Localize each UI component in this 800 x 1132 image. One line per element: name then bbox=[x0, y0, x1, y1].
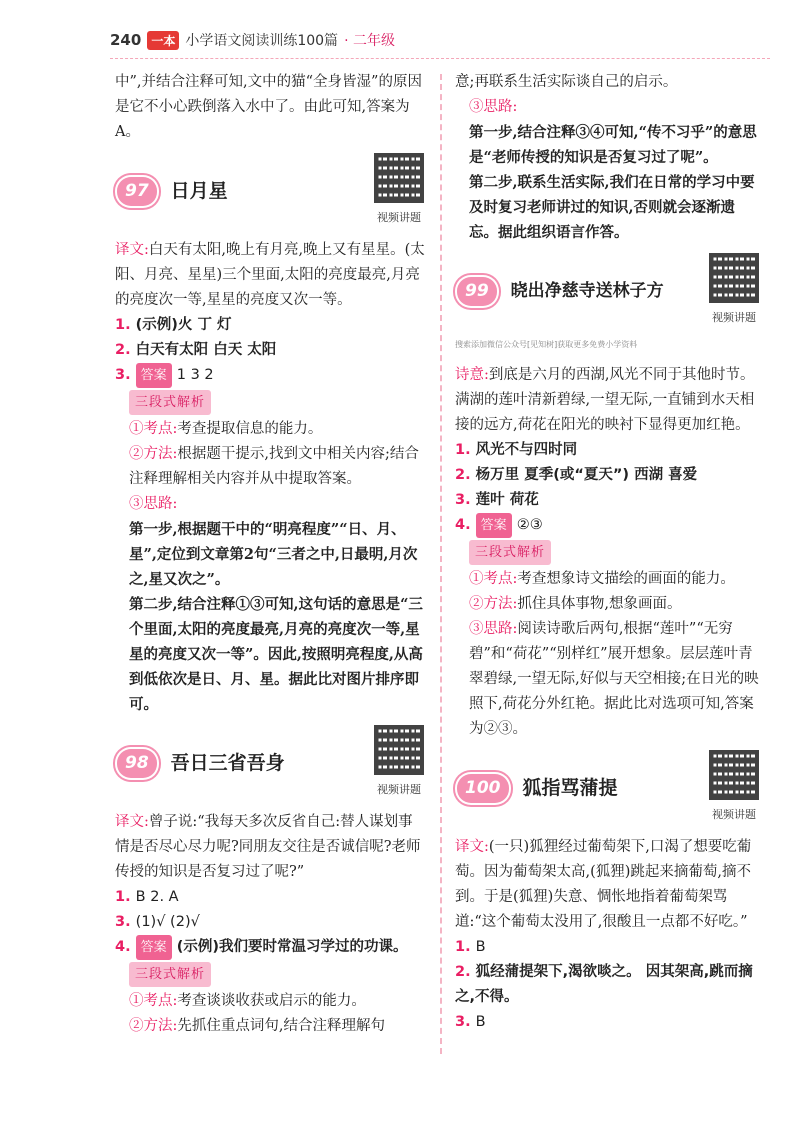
qr-label: 视频讲题 bbox=[377, 211, 421, 224]
header-divider bbox=[110, 58, 770, 59]
translation-label: 译文: bbox=[115, 814, 149, 830]
page-number: 240 bbox=[110, 31, 142, 49]
answer-text: (1)√ (2)√ bbox=[135, 914, 200, 930]
video-qr[interactable] bbox=[708, 750, 760, 827]
translation-text: 曾子说:“我每天多次反省自己:替人谋划事情是否尽心尽力呢?同朋友交往是否诚信呢?老师传授的知识是否复习过了呢?” bbox=[115, 814, 421, 880]
section-title: 晓出净慈寺送林子方 bbox=[510, 281, 664, 301]
grade-label: · 二年级 bbox=[344, 33, 395, 49]
answer-2: 2. 狐经蒲提架下,渴欲啖之。 因其架高,跳而摘之,不得。 bbox=[455, 964, 753, 1005]
section-title: 狐指骂蒲提 bbox=[522, 777, 618, 799]
translation-label: 译文: bbox=[115, 242, 149, 258]
answer-4: 4. 答案 ②③ bbox=[455, 513, 760, 538]
answer-text: (示例)火 丁 灯 bbox=[135, 317, 232, 333]
section-number: 99 bbox=[455, 275, 499, 308]
method bbox=[455, 592, 760, 617]
qr-label: 视频讲题 bbox=[377, 783, 421, 796]
answer-text: B 2. A bbox=[135, 889, 179, 905]
qr-code-icon bbox=[709, 750, 759, 800]
method bbox=[115, 442, 425, 492]
answer-text: 1 3 2 bbox=[176, 367, 214, 383]
answer-3: 3. (1)√ (2)√ bbox=[115, 914, 200, 930]
method-label: ②方法: bbox=[469, 596, 518, 612]
step-2: 第二步,联系生活实际,我们在日常的学习中要及时复习老师讲过的知识,否则就会逐渐遗忘。据此组织语言作答。 bbox=[469, 174, 755, 241]
qr-code-icon bbox=[709, 253, 759, 303]
section-98-header bbox=[115, 725, 425, 802]
test-point-text: 考查想象诗文描绘的画面的能力。 bbox=[517, 571, 735, 587]
answer-3: 3. 答案 1 3 2 bbox=[115, 363, 425, 388]
step-1: 第一步,根据题干中的“明亮程度”“日、月、星”,定位到文章第2句“三者之中,日最明,月次之,星又次之”。 bbox=[129, 521, 418, 588]
answer-text: 风光不与四时同 bbox=[475, 442, 578, 458]
test-point-label: ①考点: bbox=[129, 993, 178, 1009]
page-header bbox=[110, 26, 395, 54]
continued-text: 意;再联系生活实际谈自己的启示。 bbox=[455, 74, 678, 90]
qr-code-icon bbox=[374, 725, 424, 775]
section-number: 98 bbox=[115, 747, 159, 780]
approach bbox=[455, 617, 760, 742]
left-column bbox=[115, 70, 425, 1039]
approach-label: ③思路: bbox=[469, 621, 518, 637]
test-point-label: ①考点: bbox=[129, 421, 178, 437]
answer-1-2: 1. B 2. A bbox=[115, 889, 179, 905]
answer-4: 4. 答案 (示例)我们要时常温习学过的功课。 bbox=[115, 935, 425, 960]
method-text: 根据题干提示,找到文中相关内容;结合注释理解相关内容并从中提取答案。 bbox=[129, 446, 419, 487]
brand-logo: 一本 bbox=[147, 31, 179, 50]
method bbox=[115, 1014, 425, 1039]
answer-tag: 答案 bbox=[136, 363, 172, 388]
test-point-text: 考查谈谈收获或启示的能力。 bbox=[177, 993, 366, 1009]
translation bbox=[455, 363, 760, 438]
approach-text: 阅读诗歌后两句,根据“莲叶”“无穷碧”和“荷花”“别样红”展开想象。层层莲叶青翠碧绿,一望无际,好似与天空相接;在日光的映照下,荷花分外红艳。据此比对选项可知,答案为②③。 bbox=[469, 621, 759, 737]
answer-2: 2. 白天有太阳 白天 太阳 bbox=[115, 342, 277, 358]
translation bbox=[115, 238, 425, 313]
answer-text: B bbox=[475, 1014, 486, 1030]
video-qr[interactable] bbox=[373, 725, 425, 802]
intro-text: 中”,并结合注释可知,文中的猫“全身皆湿”的原因是它不小心跌倒落入水中了。由此可知,答案为A。 bbox=[115, 74, 422, 140]
step-1: 第一步,结合注释③④可知,“传不习乎”的意思是“老师传授的知识是否复习过了呢”。 bbox=[469, 124, 757, 166]
answer-text: 莲叶 荷花 bbox=[475, 492, 539, 508]
test-point-text: 考查提取信息的能力。 bbox=[177, 421, 323, 437]
section-number: 97 bbox=[115, 175, 159, 208]
analysis-badge: 三段式解析 bbox=[129, 962, 211, 987]
translation-text: 到底是六月的西湖,风光不同于其他时节。满湖的莲叶清新碧绿,一望无际,一直铺到水天相接的远方,荷花在阳光的映衬下显得更加红艳。 bbox=[455, 367, 755, 433]
qr-label: 视频讲题 bbox=[712, 311, 756, 324]
promo-note: 搜索添加微信公众号[见知树]获取更多免费小学资料 bbox=[455, 340, 638, 349]
section-100-header bbox=[455, 750, 760, 827]
step-2: 第二步,结合注释①③可知,这句话的意思是“三个里面,太阳的亮度最亮,月亮的亮度次一等,星星的亮度又次一等”。因此,按照明亮程度,从高到低依次是日、月、星。据此比对图片排序即可。 bbox=[129, 596, 423, 713]
translation bbox=[455, 835, 760, 935]
approach-label: ③思路: bbox=[129, 496, 178, 512]
translation-label: 诗意: bbox=[455, 367, 489, 383]
column-divider bbox=[440, 74, 442, 1054]
answer-3: 3. 莲叶 荷花 bbox=[455, 492, 539, 508]
answer-3: 3. B bbox=[455, 1014, 486, 1030]
answer-text: 狐经蒲提架下,渴欲啖之。 因其架高,跳而摘之,不得。 bbox=[455, 964, 753, 1005]
approach-label: ③思路: bbox=[469, 99, 518, 115]
test-point-label: ①考点: bbox=[469, 571, 518, 587]
method-text: 抓住具体事物,想象画面。 bbox=[517, 596, 682, 612]
answer-1: 1. (示例)火 丁 灯 bbox=[115, 317, 232, 333]
method-label: ②方法: bbox=[129, 1018, 178, 1034]
answer-text: ②③ bbox=[516, 517, 543, 533]
test-point bbox=[455, 567, 760, 592]
answer-1: 1. 风光不与四时同 bbox=[455, 442, 578, 458]
answer-2: 2. 杨万里 夏季(或“夏天”) 西湖 喜爱 bbox=[455, 467, 698, 483]
test-point bbox=[115, 417, 425, 442]
test-point bbox=[115, 989, 425, 1014]
analysis-badge: 三段式解析 bbox=[469, 540, 551, 565]
analysis-badge: 三段式解析 bbox=[129, 390, 211, 415]
translation-label: 译文: bbox=[455, 839, 489, 855]
qr-code-icon bbox=[374, 153, 424, 203]
section-title: 吾日三省吾身 bbox=[170, 752, 285, 774]
method-text: 先抓住重点词句,结合注释理解句 bbox=[177, 1018, 385, 1034]
video-qr[interactable] bbox=[708, 253, 760, 330]
answer-text: 白天有太阳 白天 太阳 bbox=[135, 342, 277, 358]
translation bbox=[115, 810, 425, 885]
translation-text: 白天有太阳,晚上有月亮,晚上又有星星。(太阳、月亮、星星)三个里面,太阳的亮度最亮,月亮的亮度次一等,星星的亮度又次一等。 bbox=[115, 242, 425, 308]
section-number: 100 bbox=[455, 772, 511, 805]
answer-text: B bbox=[475, 939, 486, 955]
section-99-header bbox=[455, 253, 760, 330]
answer-1: 1. B bbox=[455, 939, 486, 955]
qr-label: 视频讲题 bbox=[712, 808, 756, 821]
video-qr[interactable] bbox=[373, 153, 425, 230]
section-title: 日月星 bbox=[170, 180, 228, 202]
answer-text: (示例)我们要时常温习学过的功课。 bbox=[176, 939, 408, 955]
section-97-header bbox=[115, 153, 425, 230]
method-label: ②方法: bbox=[129, 446, 178, 462]
answer-tag: 答案 bbox=[476, 513, 512, 538]
right-column bbox=[455, 70, 760, 1035]
answer-tag: 答案 bbox=[136, 935, 172, 960]
answer-text: 杨万里 夏季(或“夏天”) 西湖 喜爱 bbox=[475, 467, 698, 483]
book-title: 小学语文阅读训练100篇 bbox=[185, 33, 339, 49]
translation-text: (一只)狐狸经过葡萄架下,口渴了想要吃葡萄。因为葡萄架太高,(狐狸)跳起来摘葡萄,摘不到。于是(狐狸)失意、惆怅地指着葡萄架骂道:“这个葡萄太没用了,很酸且一点都不好吃。” bbox=[455, 839, 752, 930]
